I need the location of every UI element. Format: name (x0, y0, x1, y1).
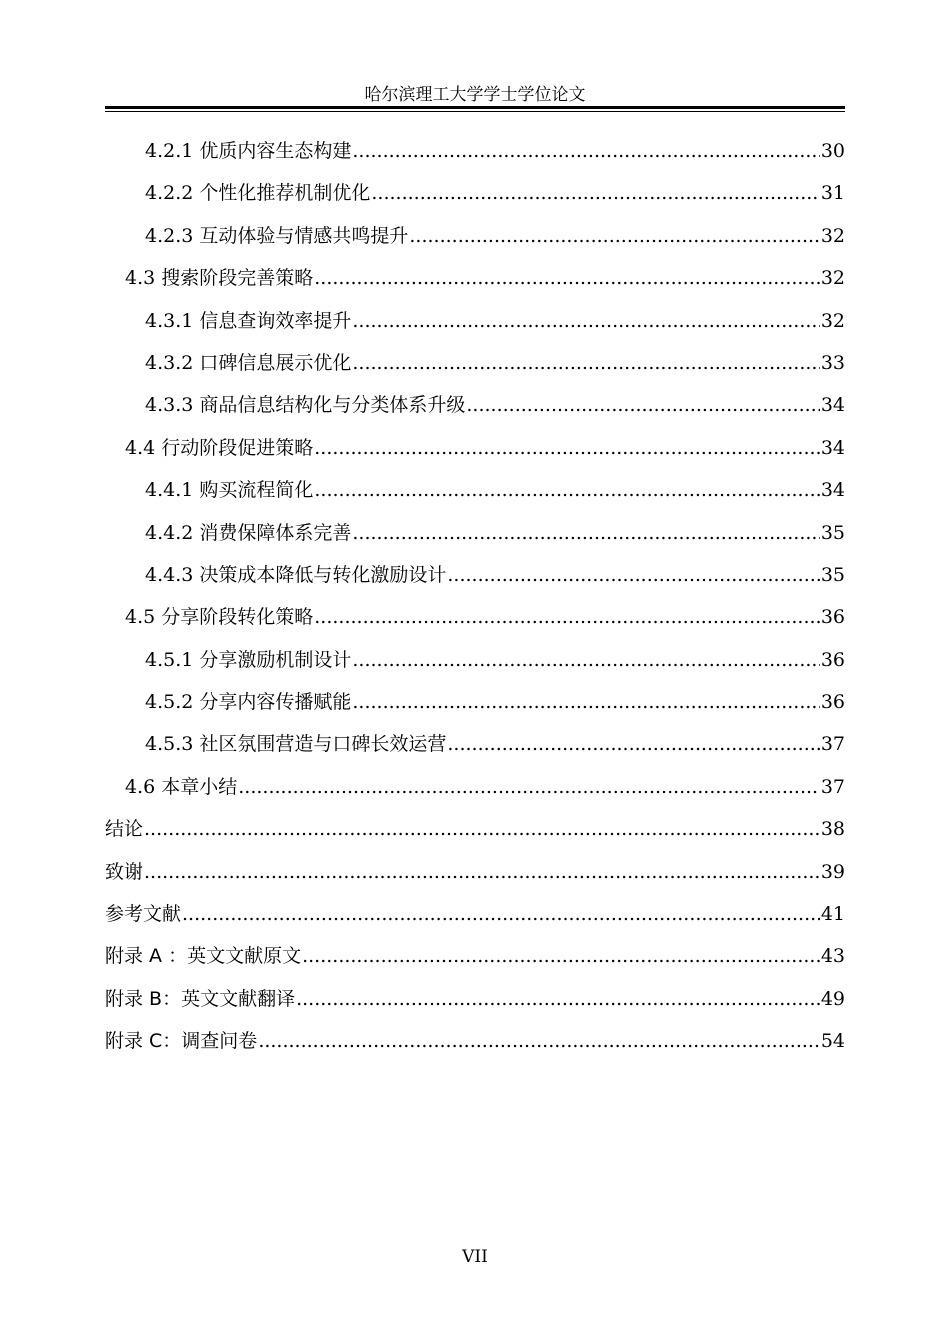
toc-entry-title: 4.3.3 商品信息结构化与分类体系升级 (145, 394, 466, 417)
header-rule (105, 106, 845, 112)
page-header: 哈尔滨理工大学学士学位论文 (364, 85, 586, 105)
toc-dot-leader (258, 1020, 820, 1062)
toc-dot-leader (144, 808, 820, 850)
toc-entry-title: 4.5.1 分享激励机制设计 (145, 648, 352, 671)
toc-entry-title: 结论 (105, 818, 144, 841)
toc-entry-title: 附录 A ：英文文献原文 (105, 945, 302, 968)
toc-entry[interactable] (105, 554, 845, 596)
toc-entry-page: 36 (820, 606, 845, 629)
toc-entry-page: 38 (820, 818, 845, 841)
toc-entry-page: 31 (820, 182, 845, 205)
toc-dot-leader (314, 469, 819, 511)
toc-entry[interactable] (105, 639, 845, 681)
toc-entry-title: 致谢 (105, 860, 144, 883)
toc-dot-leader (352, 300, 819, 342)
toc-dot-leader (314, 257, 820, 299)
toc-dot-leader (352, 681, 819, 723)
toc-entry-title: 4.3.2 口碑信息展示优化 (145, 351, 352, 374)
toc-entry[interactable] (105, 427, 845, 469)
toc-entry[interactable] (105, 681, 845, 723)
toc-dot-leader (314, 596, 820, 638)
toc-entry[interactable] (105, 469, 845, 511)
toc-entry-title: 4.4.1 购买流程简化 (145, 479, 314, 502)
toc-dot-leader (314, 427, 820, 469)
toc-entry-page: 43 (820, 945, 845, 968)
toc-entry[interactable] (105, 935, 845, 977)
toc-dot-leader (352, 512, 819, 554)
toc-entry-title: 4.2.2 个性化推荐机制优化 (145, 182, 371, 205)
toc-entry[interactable] (105, 808, 845, 850)
toc-entry-title: 参考文献 (105, 903, 182, 926)
toc-entry[interactable] (105, 893, 845, 935)
toc-entry-title: 4.2.1 优质内容生态构建 (145, 140, 352, 162)
toc-dot-leader (352, 130, 819, 172)
toc-entry[interactable] (105, 512, 845, 554)
toc-entry-title: 4.4.3 决策成本降低与转化激励设计 (145, 563, 447, 586)
toc-dot-leader (352, 639, 819, 681)
toc-entry-title: 附录 C：调查问卷 (105, 1030, 258, 1053)
toc-entry-page: 32 (820, 224, 845, 247)
toc-entry-title: 附录 B：英文文献翻译 (105, 987, 296, 1010)
toc-entry-page: 49 (820, 987, 845, 1010)
toc-dot-leader (296, 978, 820, 1020)
toc-entry-title: 4.6 本章小结 (125, 775, 238, 798)
toc-entry[interactable] (105, 257, 845, 299)
toc-entry[interactable] (105, 300, 845, 342)
toc-entry[interactable] (105, 978, 845, 1020)
toc-entry[interactable] (105, 172, 845, 214)
toc-dot-leader (447, 554, 819, 596)
toc-dot-leader (182, 893, 820, 935)
toc-entry-title: 4.5.2 分享内容传播赋能 (145, 691, 352, 714)
toc-dot-leader (144, 851, 820, 893)
toc-entry[interactable] (105, 384, 845, 426)
toc-entry-page: 54 (820, 1030, 845, 1053)
toc-dot-leader (447, 723, 819, 765)
toc-dot-leader (302, 935, 820, 977)
toc-entry-title: 4.5 分享阶段转化策略 (125, 606, 314, 629)
page-number: VII (462, 1247, 488, 1267)
toc-entry-page: 35 (820, 563, 845, 586)
toc-entry-page: 37 (820, 775, 845, 798)
toc-entry[interactable] (105, 130, 845, 172)
toc-entry-page: 34 (820, 394, 845, 417)
toc-entry-page: 33 (820, 351, 845, 374)
toc-entry[interactable] (105, 766, 845, 808)
toc-entry-page: 34 (820, 436, 845, 459)
toc-entry[interactable] (105, 1020, 845, 1062)
toc-entry-page: 41 (820, 903, 845, 926)
toc-dot-leader (352, 342, 819, 384)
toc-entry-title: 4.5.3 社区氛围营造与口碑长效运营 (145, 733, 447, 756)
toc-entry-title: 4.4 行动阶段促进策略 (125, 436, 314, 459)
toc-entry-page: 32 (820, 309, 845, 332)
toc-entry-title: 4.4.2 消费保障体系完善 (145, 521, 352, 544)
toc-entry[interactable] (105, 596, 845, 638)
toc-entry[interactable] (105, 723, 845, 765)
toc-dot-leader (466, 384, 819, 426)
toc-entry-page: 32 (820, 267, 845, 290)
toc-entry-title: 4.2.3 互动体验与情感共鸣提升 (145, 224, 409, 247)
toc-entry-page: 37 (820, 733, 845, 756)
toc-entry-page: 36 (820, 691, 845, 714)
toc-entry-page: 30 (820, 140, 845, 162)
toc-entry-page: 39 (820, 860, 845, 883)
toc-entry-title: 4.3.1 信息查询效率提升 (145, 309, 352, 332)
toc-dot-leader (238, 766, 820, 808)
toc-entry-page: 35 (820, 521, 845, 544)
toc-entry-title: 4.3 搜索阶段完善策略 (125, 267, 314, 290)
table-of-contents (105, 130, 845, 1063)
toc-entry[interactable] (105, 215, 845, 257)
toc-entry-page: 34 (820, 479, 845, 502)
toc-entry[interactable] (105, 851, 845, 893)
toc-dot-leader (371, 172, 819, 214)
toc-entry-page: 36 (820, 648, 845, 671)
toc-entry[interactable] (105, 342, 845, 384)
toc-dot-leader (409, 215, 819, 257)
